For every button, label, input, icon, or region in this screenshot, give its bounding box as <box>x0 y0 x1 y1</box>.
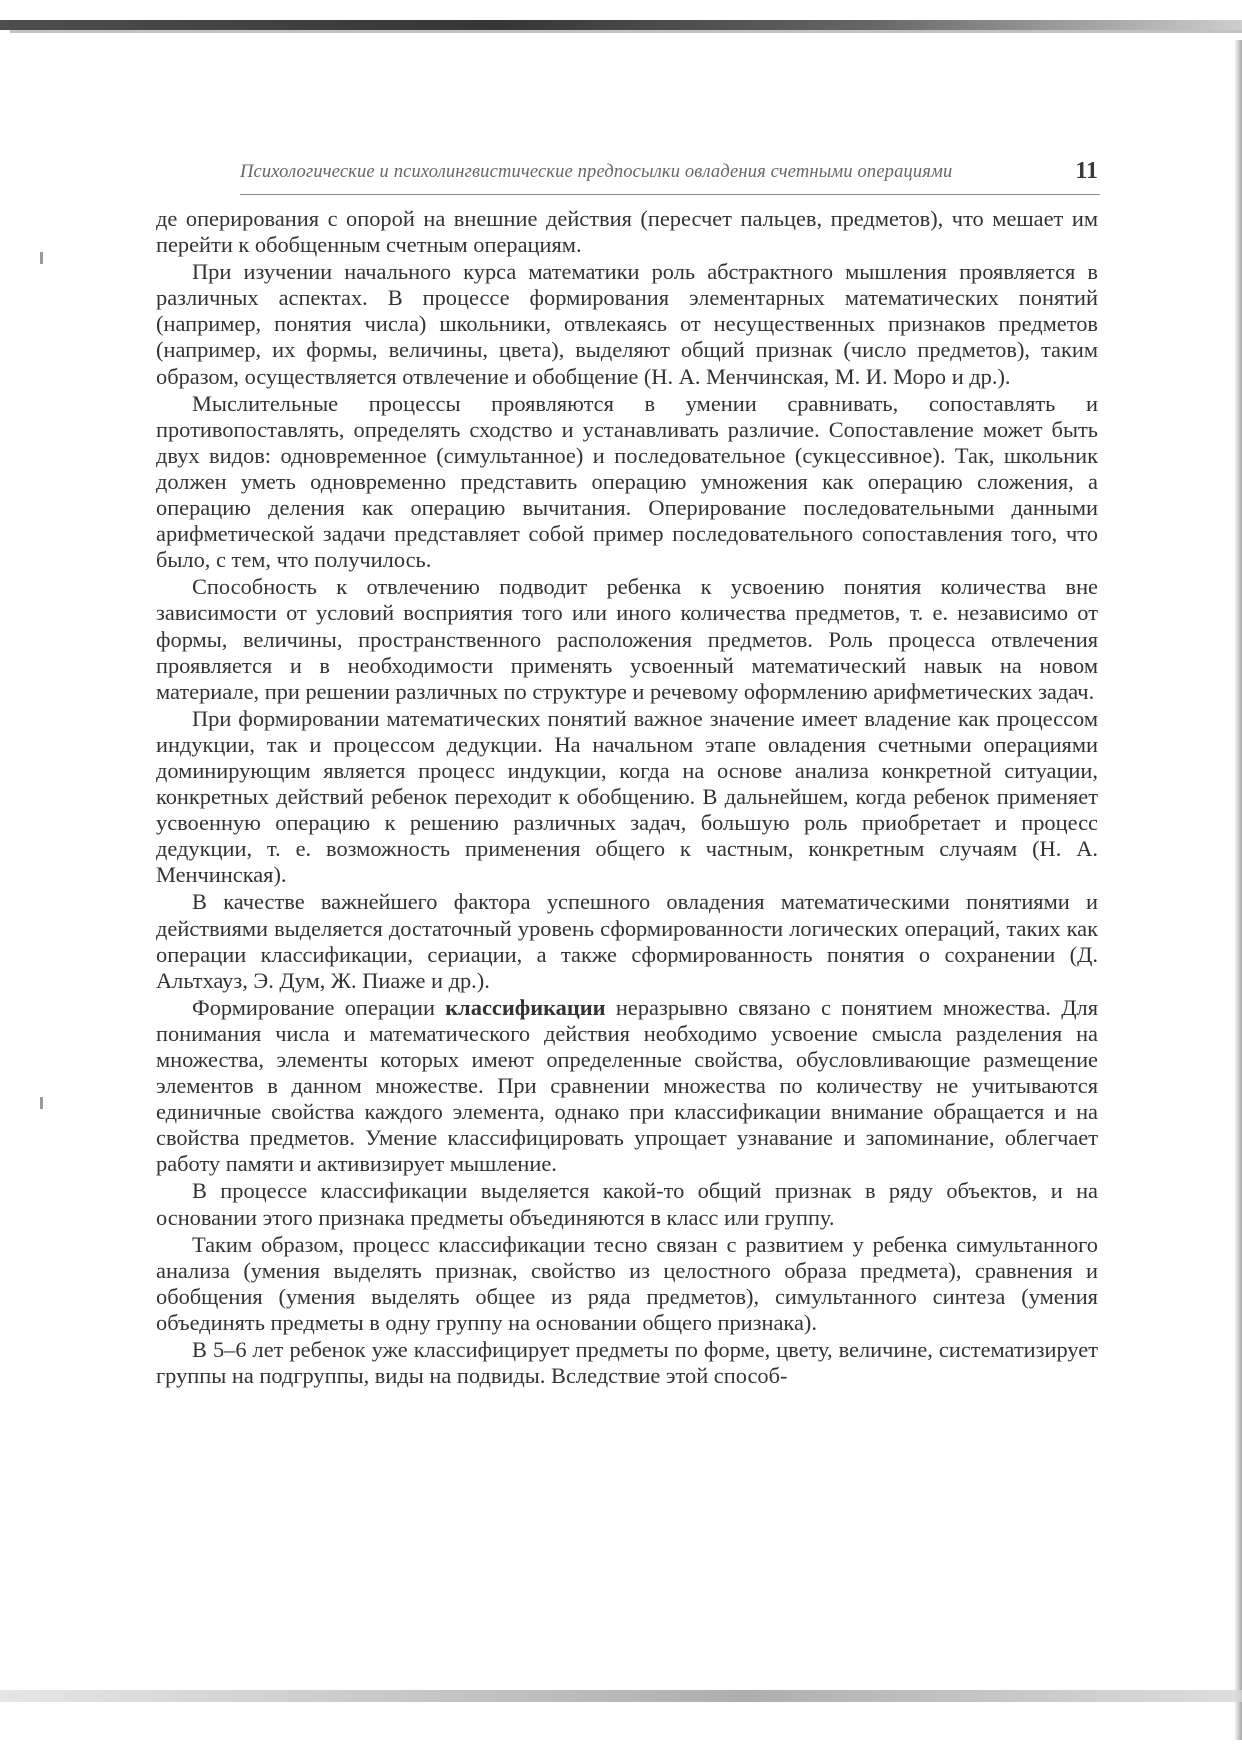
paragraph: При изучении начального курса математики роль абстрактного мышления проявляется в различных аспектах. В процессе формирования элементарных математических понятий (например, понятия числа) школьники, отвлекаясь от несущественных признаков предметов (например, их формы, величины, цвета), выделяют общий признак (число предметов), таким образом, осуществляется отвлечение и обобщение (Н. А. Менчинская, М. И. Моро и др.). <box>156 259 1098 389</box>
scan-shadow-right <box>1234 40 1242 1740</box>
scan-shadow-top-line <box>10 30 1242 33</box>
emphasized-term: классификации <box>445 994 606 1020</box>
paragraph: Мыслительные процессы проявляются в умении сравнивать, сопоставлять и противопоставлять, определять сходство и устанавливать различие. Сопоставление может быть двух видов: одновременное (симультанное) и последовательное (сукцессивное). Так, школьник должен уметь одновременно представить операцию умножения как операцию сложения, а операцию деления как операцию вычитания. Оперирование последовательными данными арифметической задачи представляет собой пример последовательного сопоставления того, что было, с тем, что получилось. <box>156 390 1098 573</box>
paragraph: Способность к отвлечению подводит ребенка к усвоению понятия количества вне зависимости от условий восприятия того или иного количества предметов, т. е. независимо от формы, величины, пространственного расположения предметов. Роль процесса отвлечения проявляется и в необходимости применять усвоенный математический навык на новом материале, при решении различных по структуре и речевому оформлению арифметических задач. <box>156 574 1098 704</box>
running-title: Психологические и психолингвистические предпосылки овладения счетными операциями <box>240 162 953 182</box>
running-header <box>240 160 1098 196</box>
scan-margin-mark <box>40 1097 43 1109</box>
paragraph: В качестве важнейшего фактора успешного овладения математическими понятиями и действиями выделяется достаточный уровень сформированности логических операций, таких как операции классификации, сериации, а также сформированность понятия о сохранении (Д. Альтхауз, Э. Дум, Ж. Пиаже и др.). <box>156 889 1098 993</box>
paragraph: При формировании математических понятий важное значение имеет владение как процессом индукции, так и процессом дедукции. На начальном этапе овладения счетными операциями доминирующим является процесс индукции, когда на основе анализа конкретной ситуации, конкретных действий ребенок переходит к обобщению. В дальнейшем, когда ребенок применяет усвоенную операцию к решению различных задач, большую роль приобретает и процесс дедукции, т. е. возможность применения общего к частным, конкретным случаям (Н. А. Менчинская). <box>156 705 1098 888</box>
scan-shadow-bottom <box>0 1690 1242 1702</box>
body-text <box>156 206 1098 1389</box>
paragraph: Таким образом, процесс классификации тесно связан с развитием у ребенка симультанного анализа (умения выделять признак, свойство из целостного образа предмета), сравнения и обобщения (умения выделять общее из ряда предметов), симультанного синтеза (умения объединять предметы в одну группу на основании общего признака). <box>156 1231 1098 1335</box>
paragraph <box>156 995 1098 1178</box>
scan-shadow-top <box>0 20 1242 30</box>
paragraph-text-after: неразрывно связано с понятием множества. Для понимания числа и математического действия необходимо усвоение смысла разделения на множества, элементы которых имеют определенные свойства, обусловливающие размещение элементов в данном множестве. При сравнении множества по количеству не учитываются единичные свойства каждого элемента, однако при классификации внимание обращается и на свойства предметов. Умение классифицировать упрощает узнавание и запоминание, облегчает работу памяти и активизирует мышление. <box>156 994 1098 1177</box>
paragraph: В 5–6 лет ребенок уже классифицирует предметы по форме, цвету, величине, систематизирует группы на подгруппы, виды на подвиды. Вследствие этой способ- <box>156 1337 1098 1389</box>
paragraph: В процессе классификации выделяется какой-то общий признак в ряду объектов, и на основании этого признака предметы объединяются в класс или группу. <box>156 1178 1098 1230</box>
scan-margin-mark <box>40 252 43 264</box>
paragraph: де оперирования с опорой на внешние действия (пересчет пальцев, предметов), что мешает им перейти к обобщенным счетным операциям. <box>156 206 1098 258</box>
header-divider <box>240 194 1100 195</box>
paragraph-text-before: Формирование операции <box>192 994 446 1020</box>
page-number: 11 <box>1075 158 1098 184</box>
